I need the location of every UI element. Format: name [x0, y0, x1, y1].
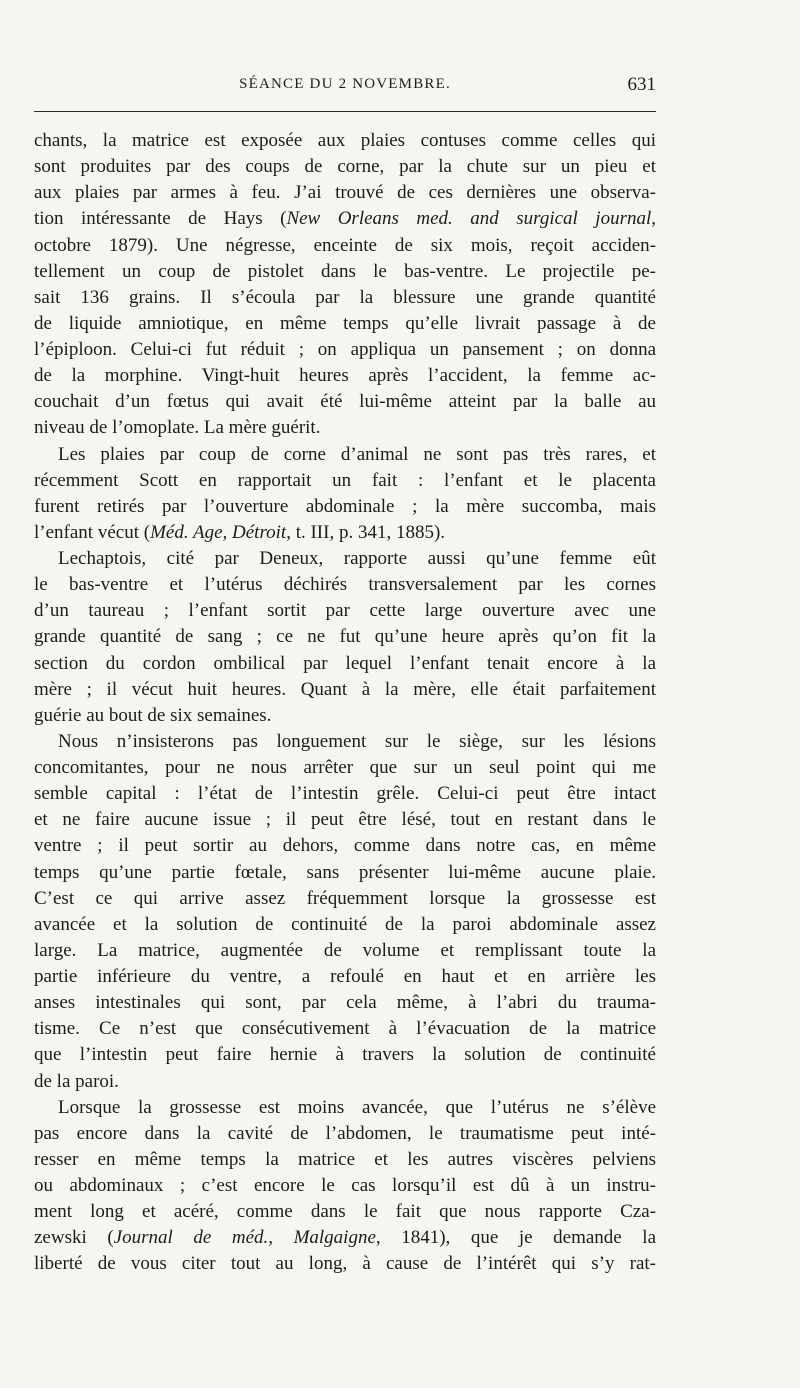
text-line: resser en même temps la matrice et les autres viscères pelviens — [34, 1148, 656, 1170]
text-line: mère ; il vécut huit heures. Quant à la mère, elle était parfaitement — [34, 678, 656, 700]
text-line: de liquide amniotique, en même temps qu’elle livrait passage à de — [34, 312, 656, 334]
text-line: Nous n’insisterons pas longuement sur le siège, sur les lésions — [58, 730, 656, 752]
body-text — [34, 128, 656, 1278]
text-line: furent retirés par l’ouverture abdominale ; la mère succomba, mais — [34, 495, 656, 517]
text-line: Lechaptois, cité par Deneux, rapporte aussi qu’une femme eût — [58, 548, 656, 569]
text-line: partie inférieure du ventre, a refoulé en haut et en arrière les — [34, 966, 656, 987]
text-line — [34, 1225, 656, 1251]
text-line — [34, 520, 656, 546]
text-line: Les plaies par coup de corne d’animal ne sont pas très rares, et — [58, 443, 656, 465]
text-line: temps qu’une partie fœtale, sans présenter lui-même aucune plaie. — [34, 861, 656, 883]
text-line: C’est ce qui arrive assez fréquemment lorsque la grossesse est — [34, 887, 656, 909]
text-segment: tion intéressante de Hays ( — [34, 208, 287, 230]
text-segment: , t. III, p. 341, 1885). — [286, 521, 446, 543]
text-line: de la morphine. Vingt-huit heures après l’accident, la femme ac- — [34, 365, 656, 387]
text-line: aux plaies par armes à feu. J’ai trouvé de ces dernières une observa- — [34, 182, 656, 204]
text-line: récemment Scott en rapportait un fait : l’enfant et le placenta — [34, 469, 656, 491]
text-line: anses intestinales qui sont, par cela même, à l’abri du trauma- — [34, 992, 656, 1014]
page-number: 631 — [627, 74, 656, 95]
text-line: ventre ; il peut sortir au dehors, comme dans notre cas, en même — [34, 835, 656, 857]
text-line: liberté de vous citer tout au long, à cause de l’intérêt qui s’y rat- — [34, 1253, 656, 1275]
text-line: de la paroi. — [34, 1070, 119, 1092]
text-line: l’épiploon. Celui-ci fut réduit ; on appliqua un pansement ; on donna — [34, 339, 656, 360]
running-title: SÉANCE DU 2 NOVEMBRE. — [239, 76, 451, 92]
text-line: chants, la matrice est exposée aux plaies contuses comme celles qui — [34, 130, 656, 151]
text-line: grande quantité de sang ; ce ne fut qu’une heure après qu’on fit la — [34, 626, 656, 648]
text-line: le bas-ventre et l’utérus déchirés transversalement par les cornes — [34, 574, 656, 596]
text-segment: l’enfant vécut ( — [34, 521, 151, 543]
book-page — [34, 0, 656, 1388]
text-line: section du cordon ombilical par lequel l’enfant tenait encore à la — [34, 652, 656, 674]
text-line: large. La matrice, augmentée de volume et remplissant toute la — [34, 939, 656, 961]
header-rule — [34, 111, 656, 112]
text-line: ou abdominaux ; c’est encore le cas lorsqu’il est dû à un instru- — [34, 1175, 656, 1196]
text-line: niveau de l’omoplate. La mère guérit. — [34, 417, 321, 439]
text-line: avancée et la solution de continuité de la paroi abdominale assez — [34, 913, 656, 935]
text-line: octobre 1879). Une négresse, enceinte de six mois, reçoit acciden- — [34, 234, 656, 256]
text-line: semble capital : l’état de l’intestin grêle. Celui-ci peut être intact — [34, 783, 656, 805]
text-line: sait 136 grains. Il s’écoula par la blessure une grande quantité — [34, 286, 656, 308]
text-line — [34, 206, 656, 232]
text-line: que l’intestin peut faire hernie à travers la solution de continuité — [34, 1044, 656, 1066]
text-line: couchait d’un fœtus qui avait été lui-même atteint par la balle au — [34, 391, 656, 413]
text-line: et ne faire aucune issue ; il peut être lésé, tout en restant dans le — [34, 809, 656, 831]
text-line: tisme. Ce n’est que consécutivement à l’évacuation de la matrice — [34, 1018, 656, 1040]
citation-title: Journal de méd., Malgaigne — [113, 1227, 376, 1249]
text-line: concomitantes, pour ne nous arrêter que sur un seul point qui me — [34, 757, 656, 778]
citation-title: Méd. Age, Détroit — [150, 521, 287, 543]
text-segment: zewski ( — [34, 1227, 114, 1249]
text-line: guérie au bout de six semaines. — [34, 704, 272, 726]
text-segment: , 1841), que je demande la — [375, 1227, 657, 1249]
text-line: tellement un coup de pistolet dans le bas-ventre. Le projectile pe- — [34, 260, 656, 282]
text-line: Lorsque la grossesse est moins avancée, que l’utérus ne s’élève — [58, 1096, 656, 1118]
citation-title: New Orleans med. and surgical journal — [286, 208, 652, 230]
text-line: ment long et acéré, comme dans le fait que nous rapporte Cza- — [34, 1201, 656, 1223]
text-segment: , — [651, 208, 656, 230]
text-line: d’un taureau ; l’enfant sortit par cette large ouverture avec une — [34, 600, 656, 622]
text-line: pas encore dans la cavité de l’abdomen, le traumatisme peut inté- — [34, 1122, 656, 1144]
running-head — [34, 74, 656, 100]
text-line: sont produites par des coups de corne, par la chute sur un pieu et — [34, 156, 656, 178]
